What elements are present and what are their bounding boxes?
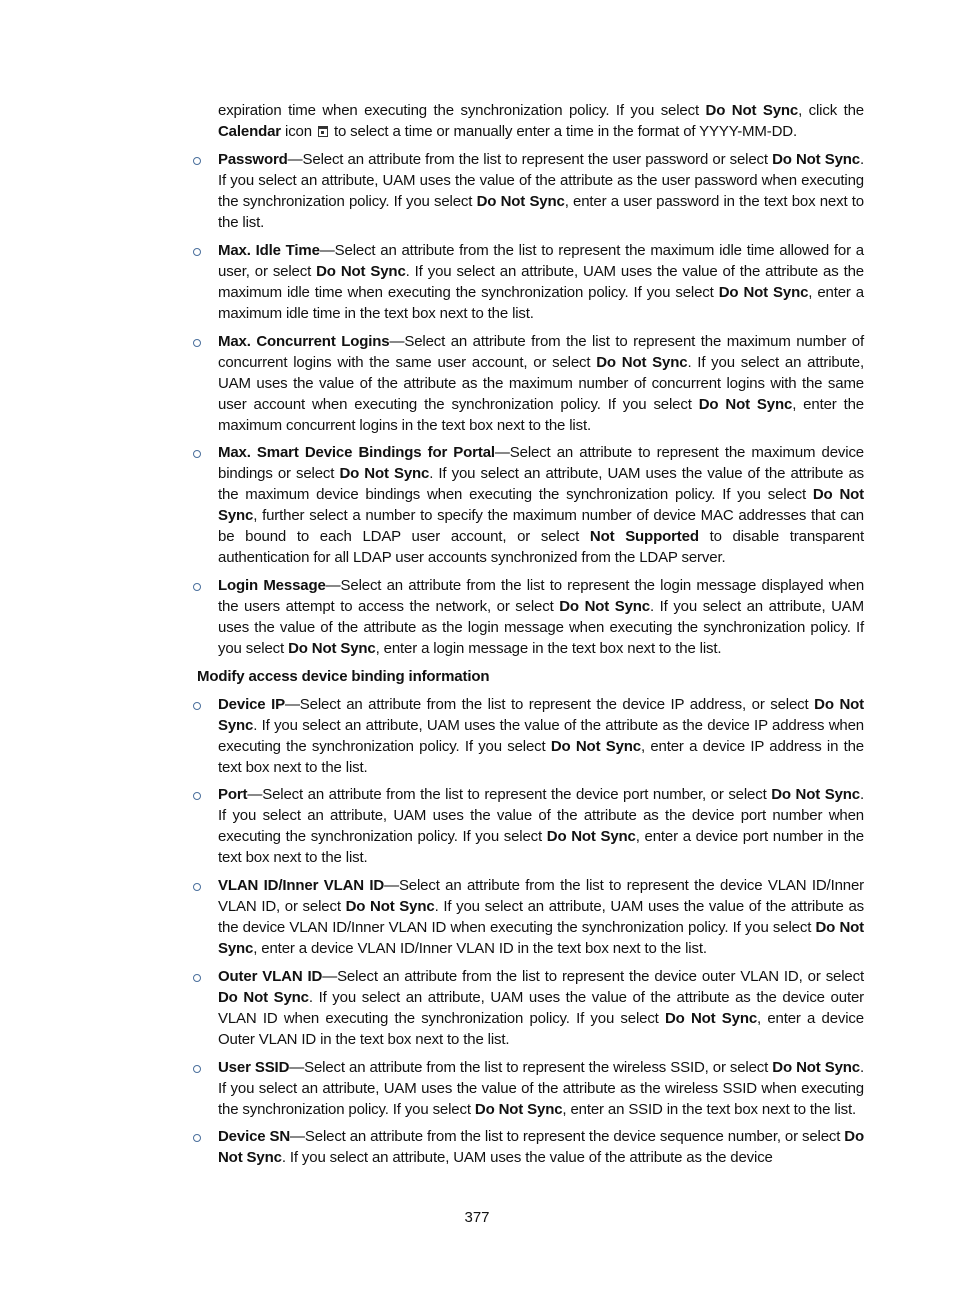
item-text: , enter a device IP address in the text box next to the list.: [218, 738, 864, 776]
item-bold: Do Not Sync: [218, 696, 864, 734]
bullet-circle-icon: [193, 339, 201, 347]
item-bold: Not Supported: [589, 528, 699, 545]
intro-text-4: to select a time or manually enter a time in the format of YYYY-MM-DD.: [333, 123, 797, 140]
item-term: Max. Smart Device Bindings for Portal: [218, 444, 495, 461]
item-bold: Do Not Sync: [288, 640, 376, 657]
item-text: , enter a maximum idle time in the text box next to the list.: [218, 284, 864, 322]
section-subheading: Modify access device binding information: [197, 668, 490, 685]
item-text: , further select a number to specify the maximum number of device MAC addresses that can be bound to each LDAP user account, or select: [218, 507, 864, 545]
item-text: . If you select an attribute, UAM uses the value of the attribute as the login message when executing the synchronization policy. If you select: [218, 598, 865, 657]
item-text: —Select an attribute from the list to represent the device port number, or select: [247, 786, 772, 803]
intro-text-1: expiration time when executing the synchronization policy. If you select: [218, 102, 706, 119]
item-text: —Select an attribute from the list to represent the device outer VLAN ID, or select: [322, 968, 864, 985]
item-text: —Select an attribute from the list to represent the device IP address, or select: [284, 696, 815, 713]
item-term: Max. Idle Time: [218, 242, 320, 259]
intro-text-3: icon: [281, 123, 312, 140]
list-item-text: [218, 1126, 864, 1168]
item-text: . If you select an attribute, UAM uses the value of the attribute as the device VLAN ID/Inner VLAN ID when executing the synchronization policy. If you select: [218, 898, 864, 936]
item-bold: Do Not Sync: [218, 919, 864, 957]
item-bold: Do Not Sync: [550, 738, 641, 755]
item-text: . If you select an attribute, UAM uses the value of the attribute as the maximum device bindings when executing the synchronization policy. If you select: [218, 465, 864, 503]
item-bold: Do Not Sync: [218, 1128, 864, 1166]
item-bold: Do Not Sync: [718, 284, 809, 301]
item-text: —Select an attribute from the list to represent the maximum idle time allowed for a user, or select: [218, 242, 864, 280]
bullet-circle-icon: [193, 157, 201, 165]
item-bold: Do Not Sync: [476, 193, 565, 210]
item-text: —Select an attribute from the list to represent the device VLAN ID/Inner VLAN ID, or select: [218, 877, 865, 915]
item-bold: Do Not Sync: [345, 898, 435, 915]
bullet-circle-icon: [193, 974, 201, 982]
item-text: , enter a login message in the text box next to the list.: [375, 640, 722, 657]
item-text: to disable transparent authentication for all LDAP user accounts synchronized from the LDAP server.: [218, 528, 864, 566]
item-bold: Do Not Sync: [218, 486, 864, 524]
item-bold: Do Not Sync: [546, 828, 636, 845]
item-term: Password: [218, 151, 288, 168]
list-item-text: [218, 875, 864, 959]
item-term: Max. Concurrent Logins: [218, 333, 390, 350]
bullet-circle-icon: [193, 583, 201, 591]
item-text: . If you select an attribute, UAM uses the value of the attribute as the user password when executing the synchronization policy. If you select: [218, 151, 864, 210]
item-text: —Select an attribute from the list to represent the user password or select: [287, 151, 773, 168]
item-bold: Do Not Sync: [218, 989, 309, 1006]
item-bold: Do Not Sync: [772, 1059, 860, 1076]
list-item-text: [218, 331, 864, 436]
item-bold: Do Not Sync: [559, 598, 650, 615]
item-term: Device IP: [218, 696, 285, 713]
list-item-text: [218, 442, 864, 568]
item-term: Device SN: [218, 1128, 291, 1145]
item-text: —Select an attribute to represent the maximum device bindings or select: [218, 444, 864, 482]
item-text: —Select an attribute from the list to represent the device sequence number, or select: [290, 1128, 845, 1145]
list-item-text: [218, 784, 864, 868]
item-text: , enter a user password in the text box next to the list.: [218, 193, 865, 231]
list-item-text: [218, 149, 864, 233]
item-text: , enter a device Outer VLAN ID in the text box next to the list.: [218, 1010, 864, 1048]
item-term: Outer VLAN ID: [218, 968, 323, 985]
intro-paragraph: [218, 100, 864, 142]
intro-text-2: , click the: [798, 102, 864, 119]
item-text: . If you select an attribute, UAM uses the value of the attribute as the wireless SSID when executing the synchronization policy. If you select: [218, 1059, 864, 1118]
item-text: —Select an attribute from the list to represent the maximum number of concurrent logins with the same user account, or select: [218, 333, 864, 371]
item-text: . If you select an attribute, UAM uses the value of the attribute as the device: [281, 1149, 773, 1166]
calendar-icon: [318, 126, 328, 137]
list-item-text: [218, 694, 864, 778]
item-bold: Do Not Sync: [596, 354, 688, 371]
bullet-circle-icon: [193, 883, 201, 891]
intro-do-not-sync: Do Not Sync: [705, 102, 799, 119]
intro-calendar-term: Calendar: [218, 123, 281, 140]
item-text: . If you select an attribute, UAM uses the value of the attribute as the device IP address when executing the synchronization policy. If you select: [218, 717, 864, 755]
bullet-circle-icon: [193, 1065, 201, 1073]
item-text: . If you select an attribute, UAM uses the value of the attribute as the maximum number of concurrent logins with the same user account when executing the synchronization policy. If you select: [218, 354, 864, 413]
item-text: , enter a device port number in the text box next to the list.: [218, 828, 864, 866]
bullet-circle-icon: [193, 792, 201, 800]
item-bold: Do Not Sync: [772, 151, 860, 168]
item-term: VLAN ID/Inner VLAN ID: [218, 877, 385, 894]
bullet-circle-icon: [193, 248, 201, 256]
item-bold: Do Not Sync: [664, 1010, 758, 1027]
item-term: User SSID: [218, 1059, 290, 1076]
bullet-circle-icon: [193, 450, 201, 458]
item-term: Login Message: [218, 577, 326, 594]
item-text: . If you select an attribute, UAM uses the value of the attribute as the device outer VLAN ID when executing the synchronization policy. If you select: [218, 989, 864, 1027]
list-item-text: [218, 966, 864, 1050]
bullet-circle-icon: [193, 1134, 201, 1142]
item-term: Port: [218, 786, 248, 803]
bullet-circle-icon: [193, 702, 201, 710]
item-text: —Select an attribute from the list to represent the wireless SSID, or select: [289, 1059, 773, 1076]
item-text: , enter the maximum concurrent logins in the text box next to the list.: [218, 396, 864, 434]
item-text: . If you select an attribute, UAM uses the value of the attribute as the device port number when executing the synchronization policy. If you select: [218, 786, 864, 845]
item-bold: Do Not Sync: [698, 396, 793, 413]
item-text: . If you select an attribute, UAM uses the value of the attribute as the maximum idle time when executing the synchronization policy. If you select: [218, 263, 864, 301]
list-item-text: [218, 1057, 864, 1120]
item-bold: Do Not Sync: [316, 263, 406, 280]
item-bold: Do Not Sync: [771, 786, 860, 803]
item-bold: Do Not Sync: [339, 465, 430, 482]
list-item-text: [218, 240, 864, 324]
item-text: , enter a device VLAN ID/Inner VLAN ID in the text box next to the list.: [253, 940, 707, 957]
page-number: 377: [464, 1209, 490, 1226]
item-text: —Select an attribute from the list to represent the login message displayed when the users attempt to access the network, or select: [218, 577, 865, 615]
list-item-text: [218, 575, 864, 659]
item-bold: Do Not Sync: [474, 1101, 563, 1118]
item-text: , enter an SSID in the text box next to the list.: [562, 1101, 857, 1118]
